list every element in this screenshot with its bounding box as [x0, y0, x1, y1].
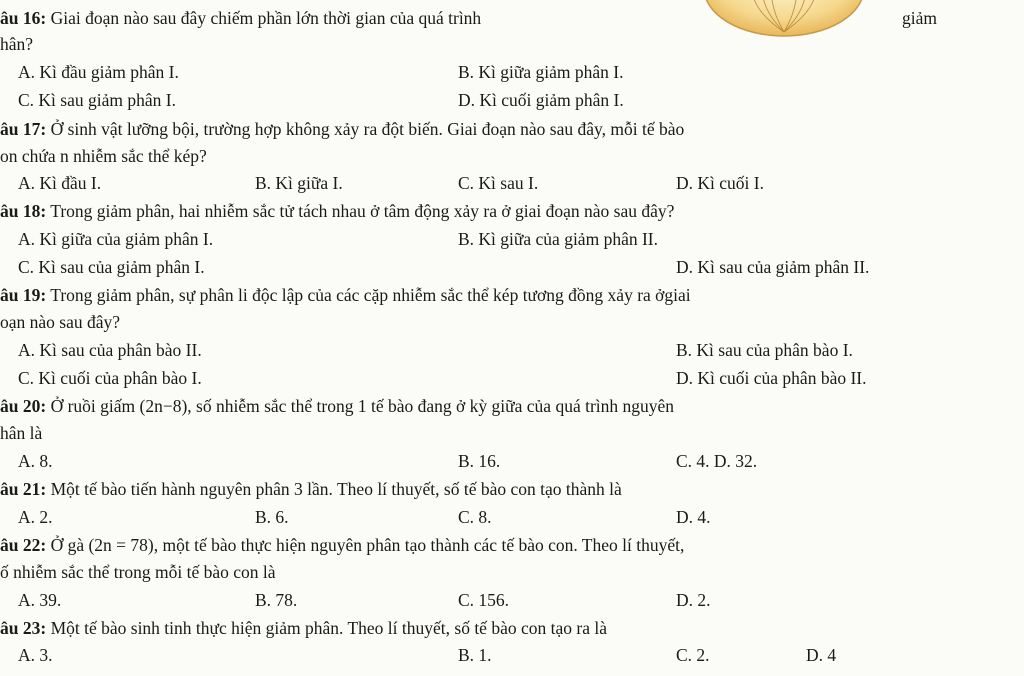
question-text: Ở gà (2n = 78), một tế bào thực hiện nguyên phân tạo thành các tế bào con. Theo lí thuyết, [50, 535, 685, 555]
option-d: D. Kì cuối giảm phân I. [458, 90, 624, 110]
option-c: C. 2. [676, 645, 710, 665]
question-text-cont: oạn nào sau đây? [0, 312, 121, 332]
option-a: A. 2. [18, 507, 53, 527]
question-label: âu 22: [0, 535, 47, 555]
question-19 [0, 287, 691, 305]
option-c: C. 4. D. 32. [676, 451, 758, 471]
option-d: D. 4. [676, 507, 711, 527]
question-text: Ở sinh vật lưỡng bội, trường hợp không xảy ra đột biến. Giai đoạn nào sau đây, mỗi tế bào [50, 119, 685, 139]
question-text: Trong giảm phân, sự phân li độc lập của các cặp nhiễm sắc thể kép tương đồng xảy ra ởgiai [50, 285, 691, 305]
option-c: C. Kì sau giảm phân I. [18, 90, 176, 110]
question-label: âu 16: [0, 8, 47, 28]
option-d: D. Kì sau của giảm phân II. [676, 257, 870, 277]
option-b: B. 6. [255, 507, 289, 527]
option-d: D. Kì cuối của phân bào II. [676, 368, 867, 388]
option-b: B. Kì giữa của giảm phân II. [458, 229, 658, 249]
question-label: âu 23: [0, 618, 47, 638]
question-label: âu 20: [0, 396, 47, 416]
option-b: B. 1. [458, 645, 492, 665]
option-b: B. 16. [458, 451, 501, 471]
option-a: A. 8. [18, 451, 53, 471]
spindle-icon [700, 0, 868, 38]
question-text: Giai đoạn nào sau đây chiếm phần lớn thời gian của quá trình [50, 8, 482, 28]
option-d: D. Kì cuối I. [676, 173, 764, 193]
question-text: Một tế bào tiến hành nguyên phân 3 lần. Theo lí thuyết, số tế bào con tạo thành là [50, 479, 622, 499]
option-a: A. Kì sau của phân bào II. [18, 340, 202, 360]
option-b: B. 78. [255, 590, 298, 610]
option-d: D. 2. [676, 590, 711, 610]
question-16 [0, 10, 481, 28]
option-a: A. Kì giữa của giảm phân I. [18, 229, 214, 249]
question-text: Ở ruồi giấm (2n−8), số nhiễm sắc thể trong 1 tế bào đang ở kỳ giữa của quá trình nguyên [50, 396, 675, 416]
option-a: A. 39. [18, 590, 62, 610]
question-18 [0, 203, 674, 221]
option-b: B. Kì sau của phân bào I. [676, 340, 853, 360]
question-label: âu 18: [0, 201, 47, 221]
option-d: D. 4 [806, 645, 837, 665]
cell-division-illustration [700, 0, 868, 38]
question-text-cont: hân là [0, 423, 43, 443]
question-21 [0, 481, 622, 499]
option-c: C. Kì sau của giảm phân I. [18, 257, 205, 277]
question-label: âu 17: [0, 119, 47, 139]
option-b: B. Kì giữa I. [255, 173, 343, 193]
option-a: A. Kì đầu I. [18, 173, 102, 193]
question-text: Một tế bào sinh tinh thực hiện giảm phân. Theo lí thuyết, số tế bào con tạo ra là [50, 618, 607, 638]
question-17 [0, 121, 684, 139]
option-c: C. Kì sau I. [458, 173, 539, 193]
question-20 [0, 398, 674, 416]
question-label: âu 19: [0, 285, 47, 305]
question-text-tail: giảm [902, 8, 937, 28]
option-a: A. Kì đầu giảm phân I. [18, 62, 179, 82]
question-text-cont: hân? [0, 34, 34, 54]
question-23 [0, 620, 607, 638]
question-22 [0, 537, 684, 555]
question-text-cont: on chứa n nhiễm sắc thể kép? [0, 146, 207, 166]
question-label: âu 21: [0, 479, 47, 499]
option-c: C. Kì cuối của phân bào I. [18, 368, 202, 388]
question-text: Trong giảm phân, hai nhiễm sắc tử tách nhau ở tâm động xảy ra ở giai đoạn nào sau đây? [50, 201, 675, 221]
option-b: B. Kì giữa giảm phân I. [458, 62, 624, 82]
option-c: C. 156. [458, 590, 510, 610]
option-c: C. 8. [458, 507, 492, 527]
question-text-cont: ố nhiễm sắc thể trong mỗi tế bào con là [0, 562, 276, 582]
option-a: A. 3. [18, 645, 53, 665]
